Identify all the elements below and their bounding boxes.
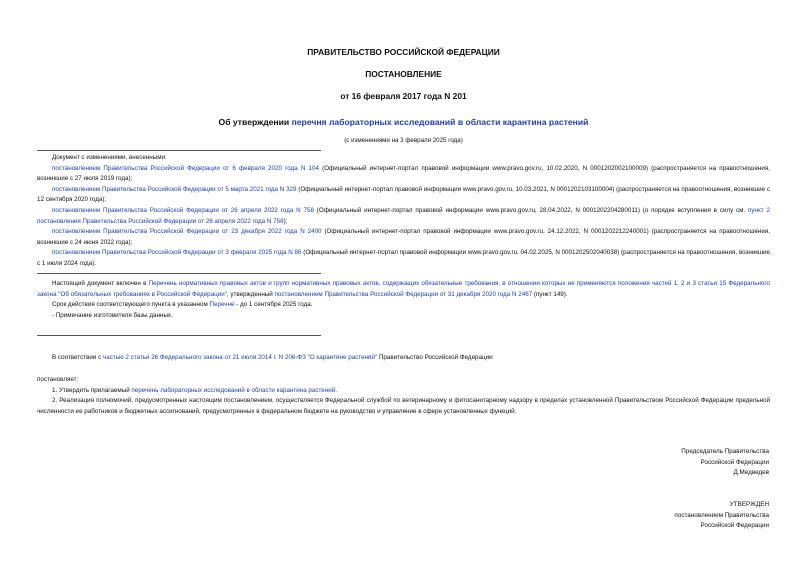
revision-note: (с изменениями на 3 февраля 2025 года) xyxy=(344,137,463,144)
approval-heading: УТВЕРЖДЕН xyxy=(729,501,769,508)
law-link[interactable]: частью 2 статьи 26 Федерального закона от 21 июля 2014 г. N 206-ФЗ "О карантине растений" xyxy=(102,354,378,361)
change-link-secondary[interactable]: пункт 2 постановления Правительства Российской Федерации от 26 апреля 2022 года N 758 xyxy=(37,206,770,225)
decree-body xyxy=(37,375,770,417)
signature-org: Российской Федерации xyxy=(700,458,769,466)
approved-list-link[interactable]: перечень лабораторных исследований в области карантина растений xyxy=(131,386,336,394)
divider xyxy=(37,150,321,151)
change-link[interactable]: постановлением Правительства Российской Федерации от 26 апреля 2022 года N 758 xyxy=(52,206,314,214)
note-block xyxy=(37,279,770,321)
date-number-heading: от 16 февраля 2017 года N 201 xyxy=(340,91,467,101)
note-footer: - Примечание изготовителя базы данных. xyxy=(52,311,173,319)
signature-name: Д.Медведев xyxy=(733,469,769,477)
divider xyxy=(37,335,321,336)
change-item: постановлением Правительства Российской Федерации от 3 февраля 2025 года N 86 (Официальный интернет-портал правовой информации www.pravo.gov.ru, 04.02.2025, N 0001202502040038) (распространяется на правоотношения, возникшие с 1 июля 2024 года). xyxy=(37,249,770,267)
note-perechen-link[interactable]: Перечне xyxy=(209,301,235,309)
change-item: постановлением Правительства Российской Федерации от 5 марта 2021 года N 329 (Официальный интернет-портал правовой информации www.pravo.gov.ru, 10.03.2021, N 0001202103100004) (распространяется на правоотношения, возникшие с 12 сентября 2020 года); xyxy=(37,185,770,204)
title-link[interactable]: перечня лабораторных исследований в области карантина растений xyxy=(291,117,589,127)
change-link[interactable]: постановлением Правительства Российской Федерации от 3 февраля 2025 года N 86 xyxy=(52,249,302,257)
change-link[interactable]: постановлением Правительства Российской Федерации от 23 декабря 2022 года N 2400 xyxy=(52,228,322,236)
note-inclusion: Настоящий документ включен в Перечень нормативных правовых актов и групп нормативных правовых актов, содержащих обязательные требования, в отношении которых не применяются положения частей 1, 2 и 3 статьи 15 Федерального закона "Об обязательных требованиях в Российской Федерации", утвержденный постановлением Правительства Российской Федерации от 31 декабря 2020 года N 2467 (пункт 149). xyxy=(37,280,771,298)
change-item: постановлением Правительства Российской Федерации от 26 апреля 2022 года N 758 (Официальный интернет-портал правовой информации www.pravo.gov.ru, 28.04.2022, N 0001202204280011) (о порядке вступления в силу см. пункт 2 постановления Правительства Российской Федерации от 26 апреля 2022 года N 758); xyxy=(37,206,770,225)
approval-org: Российской Федерации xyxy=(700,522,769,530)
document-title xyxy=(0,117,807,127)
basis-paragraph: В соответствии с частью 2 статьи 26 Федерального закона от 21 июля 2014 г. N 206-ФЗ "О карантине растений" Правительство Российской Федерации xyxy=(52,354,493,361)
signature-block xyxy=(549,447,769,479)
change-item: постановлением Правительства Российской Федерации от 23 декабря 2022 года N 2400 (Официальный интернет-портал правовой информации www.pravo.gov.ru, 24.12.2022, N 0001202212240001) (распространяется на правоотношения, возникшие с 24 июня 2022 года); xyxy=(37,228,770,246)
note-term: Срок действия соответствующего пункта в указанном Перечне - до 1 сентября 2025 года. xyxy=(52,301,313,309)
note-list-link[interactable]: Перечень нормативных правовых актов и групп нормативных правовых актов, содержащих обязательные требования, в отношении которых не применяются положения частей 1, 2 и 3 статьи 15 Федерального закона "Об обязательных требованиях в Российской Федерации" xyxy=(37,280,771,298)
government-heading: ПРАВИТЕЛЬСТВО РОССИЙСКОЙ ФЕДЕРАЦИИ xyxy=(307,47,500,57)
change-item: постановлением Правительства Российской Федерации от 6 февраля 2020 года N 104 (Официальный интернет-портал правовой информации www.pravo.gov.ru, 10.02.2020, N 0001202002100009) (распространяется на правоотношения, возникшие с 27 июля 2019 года); xyxy=(37,164,770,183)
title-prefix: Об утверждении xyxy=(218,117,292,127)
divider xyxy=(37,273,321,274)
decree-item-2: 2. Реализация полномочий, предусмотренных настоящим постановлением, осуществляется Федеральной службой по ветеринарному и фитосанитарному надзору в пределах установленной Правительством Российской Федерации предельной численности ее работников и бюджетных ассигнований, предусмотренных в федеральном бюджете на руководство и управление в сфере установленных функций. xyxy=(37,397,770,415)
decides-label: постановляет: xyxy=(37,376,79,383)
changes-block xyxy=(37,153,770,270)
doc-type-heading: ПОСТАНОВЛЕНИЕ xyxy=(365,69,442,79)
change-link[interactable]: постановлением Правительства Российской Федерации от 6 февраля 2020 года N 104 xyxy=(52,164,319,172)
decree-item-1: 1. Утвердить прилагаемый перечень лабораторных исследований в области карантина растений. xyxy=(52,386,337,394)
changes-intro: Документ с изменениями, внесенными: xyxy=(52,154,167,161)
approval-block xyxy=(549,500,769,532)
note-decree-link[interactable]: постановлением Правительства Российской Федерации от 31 декабря 2020 года N 2467 xyxy=(274,290,533,298)
signature-position: Председатель Правительства xyxy=(681,448,769,455)
change-link[interactable]: постановлением Правительства Российской Федерации от 5 марта 2021 года N 329 xyxy=(52,185,297,193)
approval-by: постановлением Правительства xyxy=(674,511,769,519)
